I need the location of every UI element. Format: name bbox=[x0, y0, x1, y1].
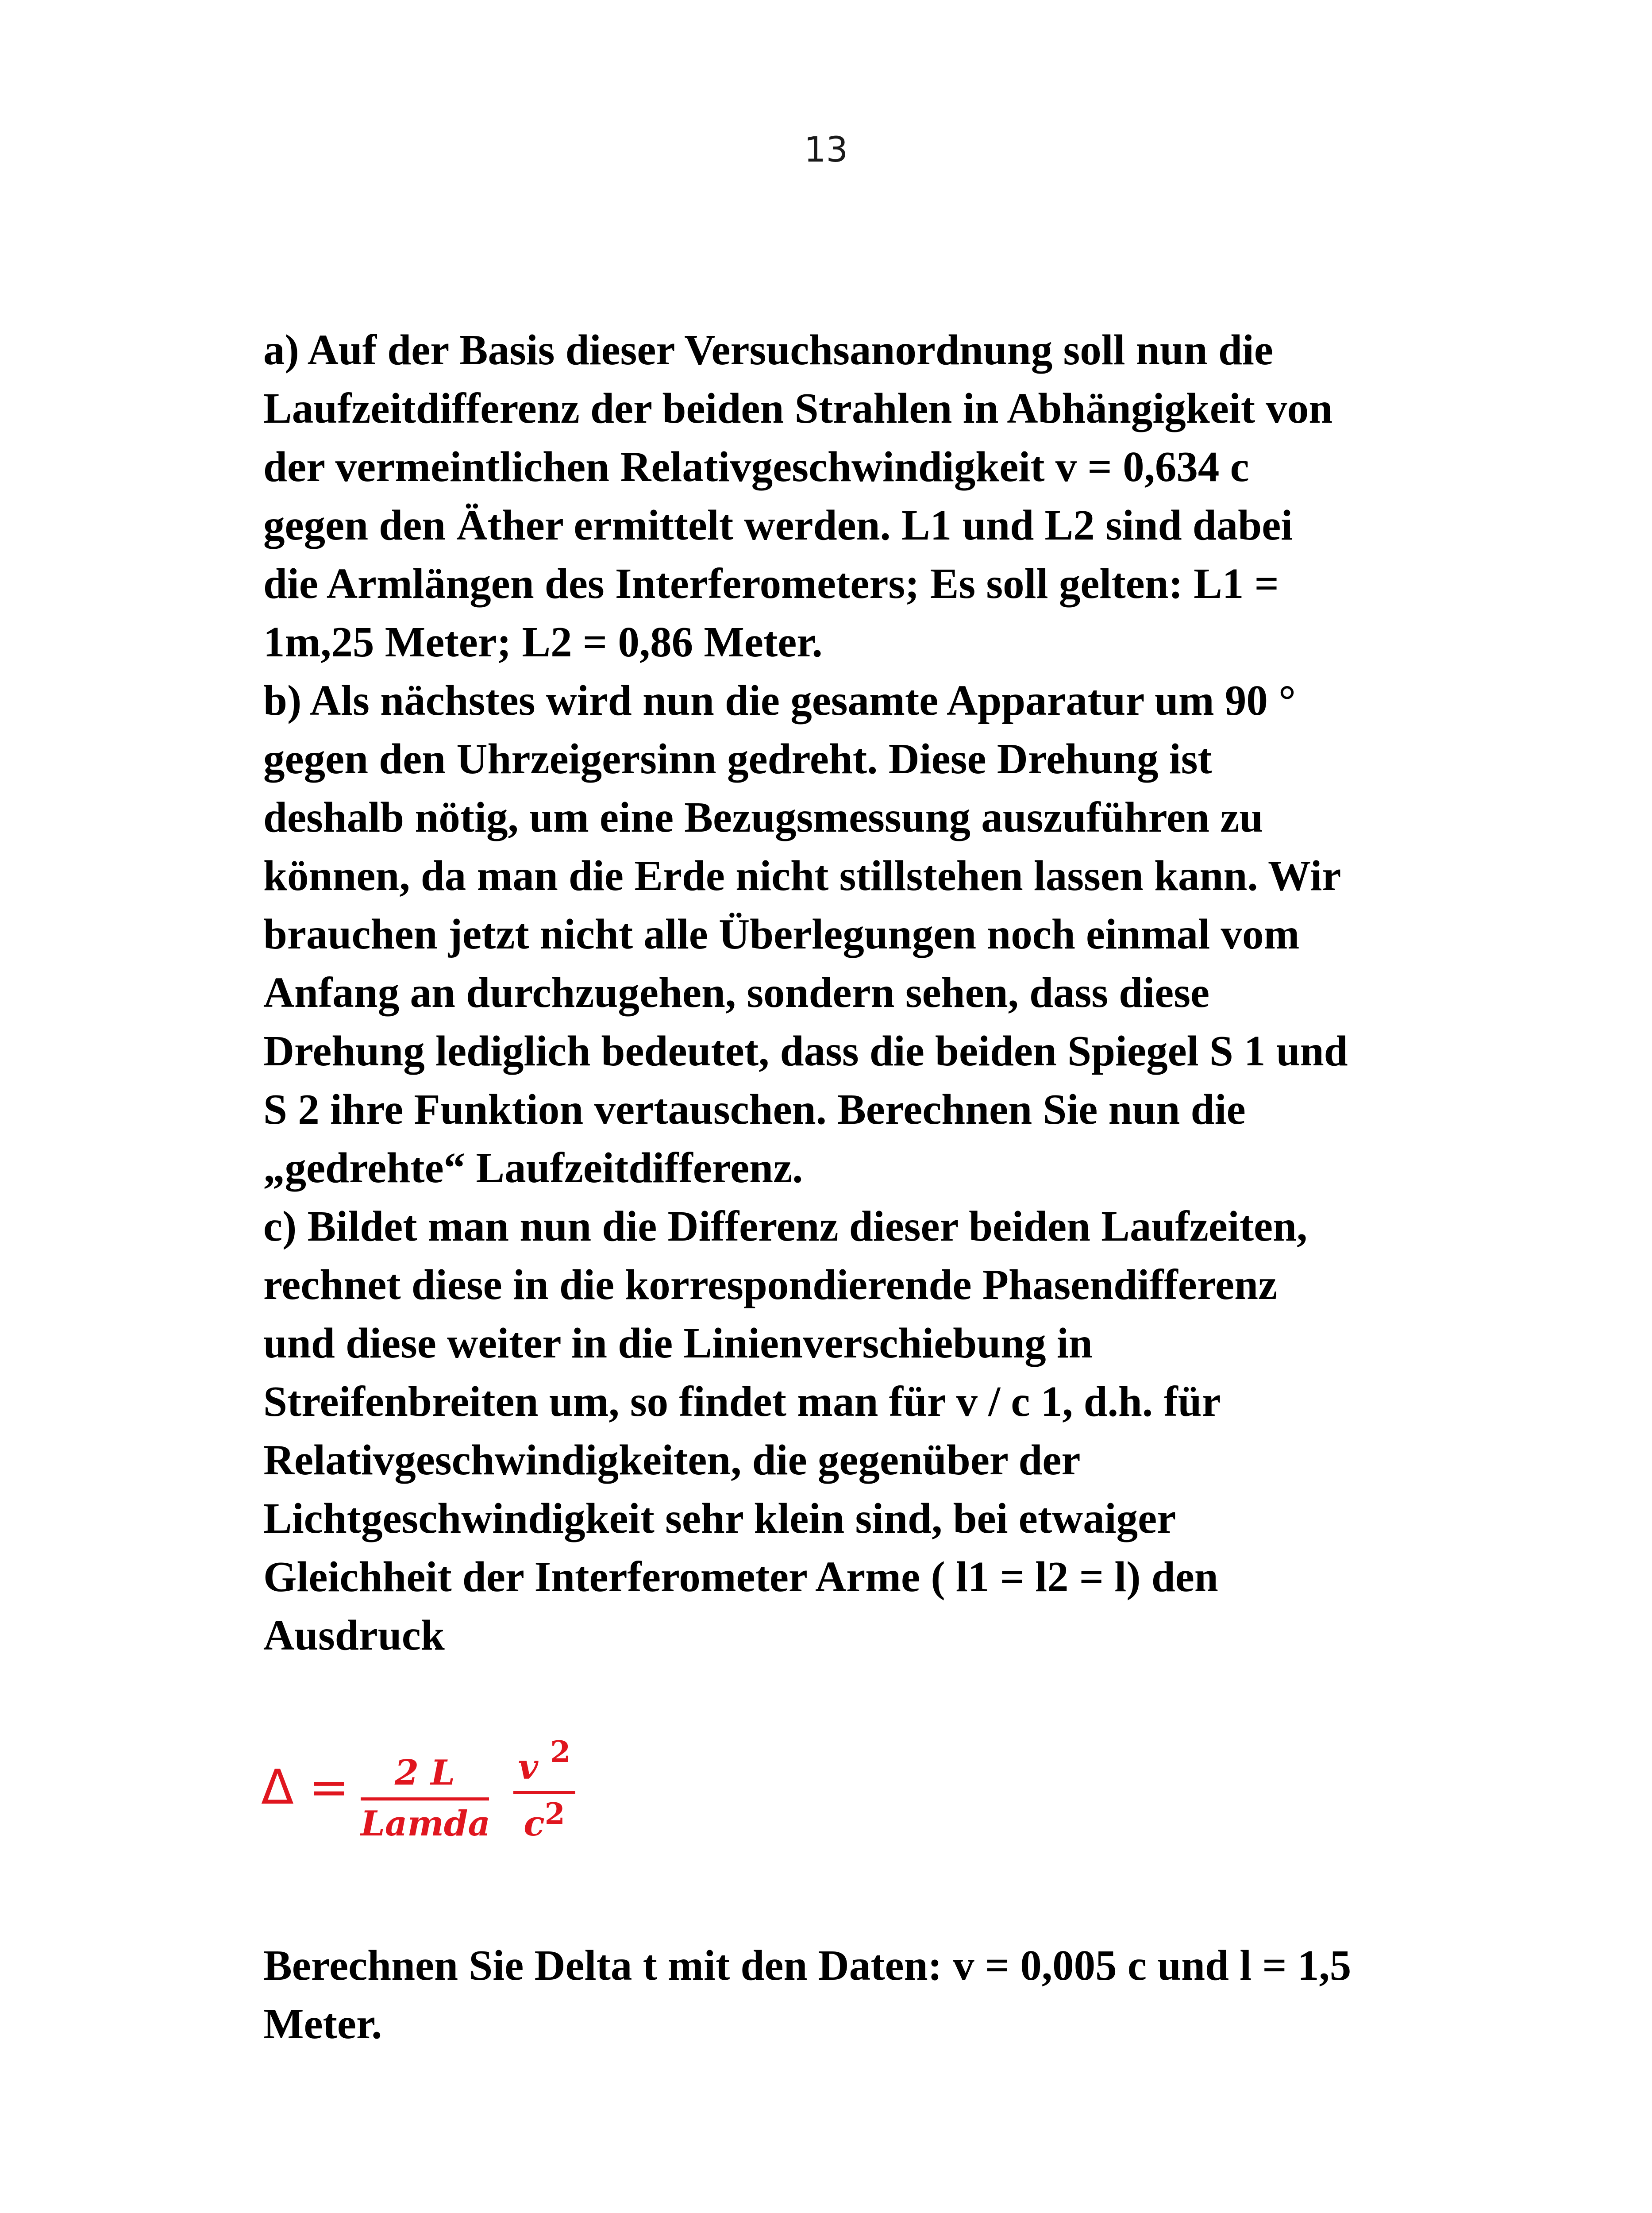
numerator-base: v bbox=[518, 1747, 539, 1787]
paragraph-line: Drehung lediglich bedeutet, dass die beiden Spiegel S 1 und bbox=[263, 1027, 1348, 1075]
denominator-exponent: 2 bbox=[544, 1797, 565, 1831]
fraction-bar bbox=[513, 1791, 575, 1794]
paragraph-line: deshalb nötig, um eine Bezugsmessung auszuführen zu bbox=[263, 794, 1263, 841]
paragraph-line: Anfang an durchzugehen, sondern sehen, dass diese bbox=[263, 969, 1210, 1016]
paragraph-line: gegen den Äther ermittelt werden. L1 und L2 sind dabei bbox=[263, 501, 1293, 549]
paragraph-line: der vermeintlichen Relativgeschwindigkeit v = 0,634 c bbox=[263, 443, 1249, 490]
paragraph-line: Lichtgeschwindigkeit sehr klein sind, bei etwaiger bbox=[263, 1495, 1176, 1542]
paragraph-line: gegen den Uhrzeigersinn gedreht. Diese Drehung ist bbox=[263, 735, 1212, 783]
fraction-denominator bbox=[513, 1797, 575, 1844]
fraction-numerator bbox=[513, 1737, 575, 1785]
exercise-paragraph bbox=[263, 321, 1436, 1665]
paragraph-line: Ausdruck bbox=[263, 1612, 445, 1659]
paragraph-line: c) Bildet man nun die Differenz dieser beiden Laufzeiten, bbox=[263, 1203, 1308, 1250]
question-line: Meter. bbox=[263, 2000, 382, 2047]
paragraph-line: S 2 ihre Funktion vertauschen. Berechnen Sie nun die bbox=[263, 1086, 1246, 1133]
fraction-bar bbox=[361, 1797, 489, 1800]
paragraph-line: brauchen jetzt nicht alle Überlegungen noch einmal vom bbox=[263, 910, 1300, 958]
paragraph-line: a) Auf der Basis dieser Versuchsanordnung soll nun die bbox=[263, 326, 1273, 374]
fraction-denominator: Lamda bbox=[361, 1804, 490, 1844]
formula-fraction-2l-over-lamda bbox=[361, 1753, 490, 1844]
paragraph-line: Laufzeitdifferenz der beiden Strahlen in Abhängigkeit von bbox=[263, 385, 1333, 432]
fraction-numerator: 2 L bbox=[394, 1753, 455, 1793]
paragraph-line: Streifenbreiten um, so findet man für v / c 1, d.h. für bbox=[263, 1378, 1221, 1425]
formula-fraction-v2-over-c2 bbox=[513, 1735, 575, 1844]
paragraph-line: b) Als nächstes wird nun die gesamte Apparatur um 90 ° bbox=[263, 677, 1296, 724]
paragraph-line: rechnet diese in die korrespondierende Phasendifferenz bbox=[263, 1261, 1278, 1308]
paragraph-line: 1m,25 Meter; L2 = 0,86 Meter. bbox=[263, 618, 823, 666]
task-question bbox=[263, 1936, 1436, 2053]
paragraph-line: die Armlängen des Interferometers; Es soll gelten: L1 = bbox=[263, 560, 1279, 607]
paragraph-line: können, da man die Erde nicht stillstehen lassen kann. Wir bbox=[263, 852, 1341, 899]
page-number: 13 bbox=[804, 130, 848, 170]
paragraph-line: und diese weiter in die Linienverschiebung in bbox=[263, 1319, 1093, 1367]
numerator-exponent: 2 bbox=[550, 1735, 571, 1769]
formula-lhs: Δ = bbox=[261, 1760, 349, 1815]
paragraph-line: „gedrehte“ Laufzeitdifferenz. bbox=[263, 1144, 803, 1191]
paragraph-line: Relativgeschwindigkeiten, die gegenüber der bbox=[263, 1436, 1081, 1484]
paragraph-line: Gleichheit der Interferometer Arme ( l1 = l2 = l) den bbox=[263, 1553, 1218, 1600]
question-line: Berechnen Sie Delta t mit den Daten: v = 0,005 c und l = 1,5 bbox=[263, 1942, 1352, 1989]
denominator-base: c bbox=[524, 1804, 545, 1844]
